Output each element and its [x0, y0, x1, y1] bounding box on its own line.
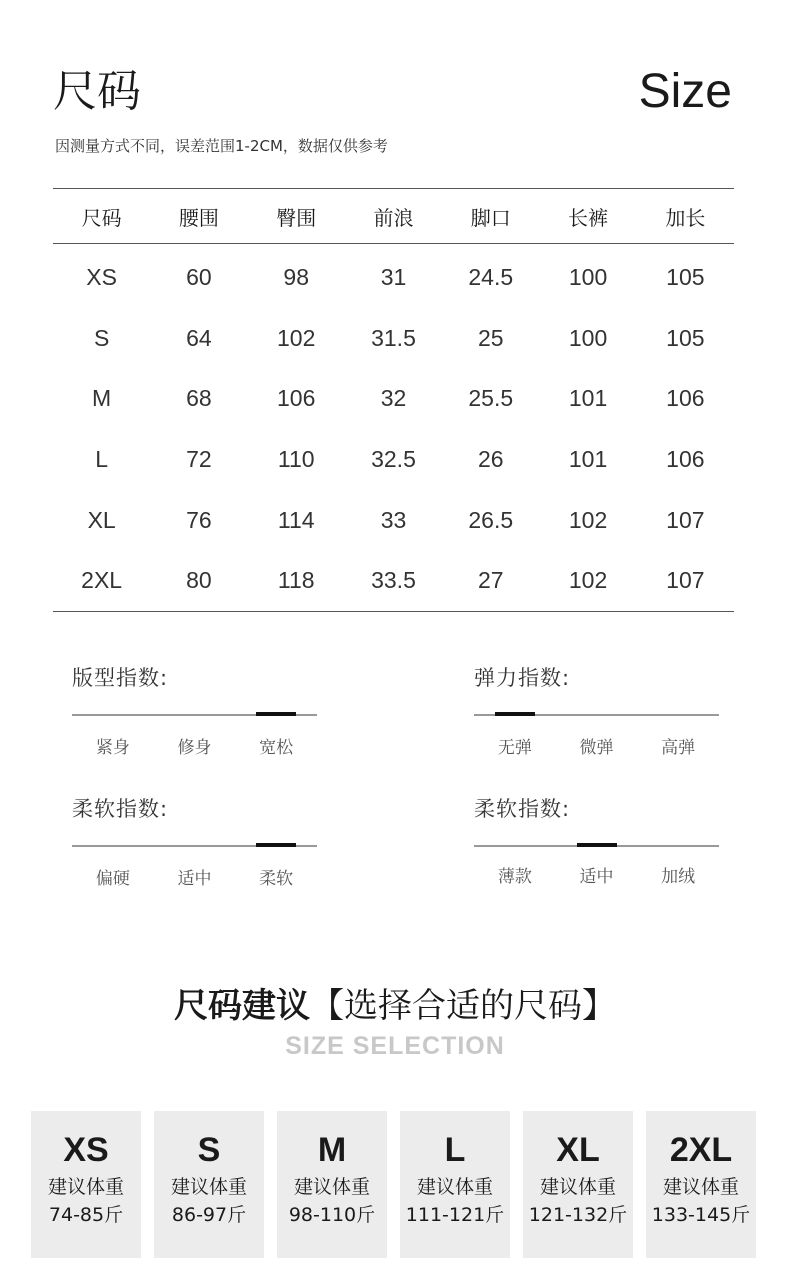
measurement-cell: 27: [442, 550, 539, 611]
thickness-index: [474, 793, 719, 887]
column-header: 脚口: [442, 189, 539, 244]
page-title: 尺码: [53, 66, 141, 117]
card-weight: 111-121斤: [405, 1203, 505, 1226]
column-header: 前浪: [345, 189, 442, 244]
index-option: 微弹: [579, 738, 614, 758]
column-header: 臀围: [248, 189, 345, 244]
index-option: 柔软: [259, 869, 294, 889]
measurement-cell: 26.5: [468, 506, 514, 533]
card-label: 建议体重: [416, 1176, 493, 1198]
table-row: [53, 550, 734, 611]
size-card: [523, 1111, 633, 1258]
measurement-cell: 100: [568, 324, 608, 351]
index-marker: [256, 712, 296, 716]
measurement-cell: 31: [380, 263, 407, 290]
card-size: 2XL: [669, 1131, 733, 1169]
index-option: 偏硬: [95, 869, 130, 889]
measurement-cell: 102: [277, 324, 316, 351]
elasticity-index: [474, 662, 719, 758]
index-scale: [72, 845, 317, 847]
measurement-cell: 106: [666, 445, 705, 472]
size-card: [646, 1111, 756, 1258]
measurement-cell: 25.5: [468, 385, 514, 412]
measurement-note: 因测量方式不同，误差范围1-2CM，数据仅供参考: [55, 137, 388, 155]
size-cell: S: [93, 324, 110, 351]
size-selection-title-rest: 【选择合适的尺码】: [310, 986, 616, 1026]
column-header: 加长: [637, 189, 734, 244]
measurement-cell: 106: [666, 385, 705, 412]
measurement-cell: 32: [380, 385, 407, 412]
index-option: 适中: [579, 867, 614, 887]
index-option: 紧身: [95, 738, 130, 758]
size-selection-title: [0, 978, 790, 1027]
column-header: 腰围: [150, 189, 247, 244]
page-title-en: Size: [638, 65, 732, 118]
softness-index: [72, 793, 317, 889]
size-card: [400, 1111, 510, 1258]
card-label: 建议体重: [662, 1176, 739, 1198]
fit-index: [72, 662, 317, 758]
size-cell: M: [92, 385, 112, 412]
index-marker: [495, 712, 535, 716]
measurement-cell: 60: [186, 263, 212, 290]
measurement-cell: 33.5: [345, 550, 442, 611]
measurement-cell: 106: [277, 385, 316, 412]
card-label: 建议体重: [293, 1176, 370, 1198]
measurement-cell: 33: [380, 506, 407, 533]
measurement-cell: 102: [539, 550, 636, 611]
size-table: [53, 188, 734, 612]
measurement-cell: 64: [186, 324, 212, 351]
measurement-cell: 114: [277, 506, 315, 533]
index-option: 无弹: [497, 738, 532, 758]
card-size: M: [317, 1131, 347, 1169]
index-marker: [256, 843, 296, 847]
measurement-cell: 76: [186, 506, 212, 533]
index-title: 版型指数:: [72, 666, 169, 690]
size-cards: [31, 1111, 756, 1258]
index-scale: [72, 714, 317, 716]
size-selection-title-bold: 尺码建议: [174, 986, 310, 1026]
index-option: 薄款: [497, 867, 532, 887]
index-option: 宽松: [259, 738, 294, 758]
measurement-cell: 107: [637, 550, 734, 611]
measurement-cell: 105: [666, 263, 705, 290]
card-weight: 86-97斤: [171, 1203, 247, 1226]
column-header: 尺码: [53, 189, 150, 244]
measurement-cell: 107: [666, 506, 705, 533]
size-card: [31, 1111, 141, 1258]
index-scale: [474, 845, 719, 847]
index-title: 弹力指数:: [474, 666, 571, 690]
card-weight: 133-145斤: [651, 1203, 751, 1226]
card-weight: 121-132斤: [528, 1203, 628, 1226]
size-card: [277, 1111, 387, 1258]
card-size: XL: [556, 1131, 600, 1169]
index-title: 柔软指数:: [72, 797, 169, 821]
index-option: 适中: [177, 869, 212, 889]
measurement-cell: 98: [283, 263, 309, 290]
size-selection-subtitle: SIZE SELECTION: [285, 1032, 505, 1060]
card-label: 建议体重: [170, 1176, 247, 1198]
size-card: [154, 1111, 264, 1258]
measurement-cell: 31.5: [371, 324, 416, 351]
card-size: S: [197, 1131, 221, 1169]
measurement-cell: 24.5: [468, 263, 514, 290]
card-size: XS: [63, 1131, 109, 1169]
measurement-cell: 101: [568, 445, 608, 472]
table-row: [53, 429, 734, 490]
measurement-cell: 101: [568, 385, 608, 412]
table-header-row: [53, 189, 734, 244]
measurement-cell: 105: [666, 324, 705, 351]
measurement-cell: 26: [477, 445, 504, 472]
table-row: [53, 490, 734, 551]
table-row: [53, 308, 734, 369]
card-label: 建议体重: [539, 1176, 616, 1198]
measurement-cell: 68: [186, 385, 212, 412]
measurement-cell: 110: [277, 445, 315, 472]
index-option: 加绒: [661, 867, 696, 887]
measurement-cell: 25: [477, 324, 504, 351]
measurement-cell: 72: [186, 445, 212, 472]
measurement-cell: 100: [568, 263, 608, 290]
card-label: 建议体重: [47, 1176, 124, 1198]
index-marker: [577, 843, 617, 847]
measurement-cell: 32.5: [371, 445, 416, 472]
size-table-container: [53, 188, 734, 612]
card-weight: 98-110斤: [288, 1203, 376, 1226]
measurement-cell: 102: [568, 506, 608, 533]
index-option: 修身: [177, 738, 212, 758]
index-option: 高弹: [661, 738, 696, 758]
index-scale: [474, 714, 719, 716]
table-row: [53, 244, 734, 308]
measurement-cell: 80: [150, 550, 247, 611]
card-size: L: [444, 1131, 466, 1169]
index-title: 柔软指数:: [474, 797, 571, 821]
size-cell: L: [95, 445, 109, 472]
size-cell: 2XL: [53, 550, 150, 611]
size-cell: XS: [86, 263, 117, 290]
card-weight: 74-85斤: [48, 1203, 124, 1226]
table-row: [53, 368, 734, 429]
measurement-cell: 118: [248, 550, 345, 611]
column-header: 长裤: [539, 189, 636, 244]
size-cell: XL: [87, 506, 116, 533]
